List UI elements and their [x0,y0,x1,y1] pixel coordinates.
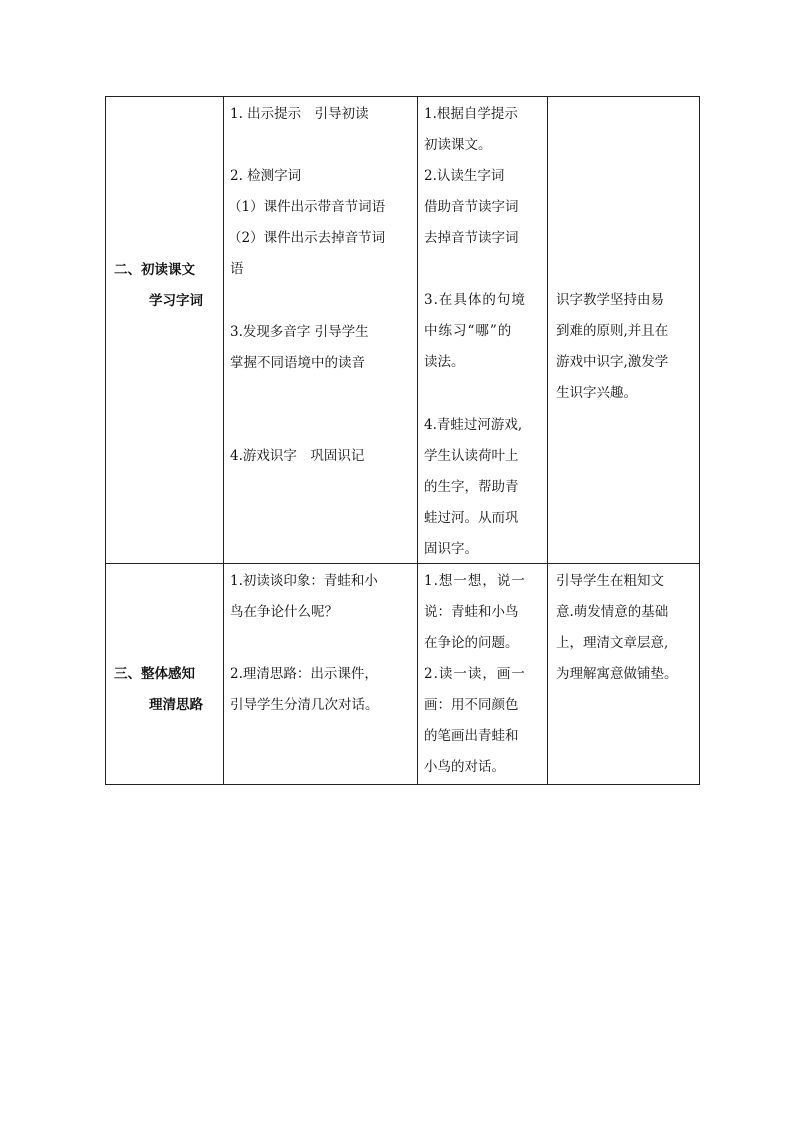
teacher-line: 2. 检测字词 [230,168,302,184]
student-line: 说：青蛙和小鸟 [424,604,519,620]
teacher-line: 1.初读谈印象：青蛙和小 [230,573,378,589]
lesson-plan-table [105,96,700,785]
teacher-line: （1）课件出示带音节词语 [228,199,386,215]
student-line: 1.根据自学提示 [424,106,518,122]
intent-line: 为理解寓意做铺垫。 [556,666,678,682]
stage-title: 三、整体感知 [114,666,195,682]
teacher-line: 1. 出示提示 引导初读 [230,106,369,122]
teacher-line: 2.理清思路：出示课件， [230,666,378,682]
teacher-line: 3.发现多音字 引导学生 [230,324,369,340]
student-line: 固识字。 [424,541,478,557]
teacher-line: 语 [230,261,244,277]
student-line: 读法。 [424,354,465,370]
teacher-activity-cell [224,564,418,785]
teacher-line: 4.游戏识字 巩固识记 [230,448,365,464]
student-activity-cell [418,97,548,564]
student-line: 4.青蛙过河游戏, [424,417,523,433]
intent-line: 生识字兴趣。 [556,385,637,401]
student-line: 学生认读荷叶上 [424,448,519,464]
design-intent-cell [548,564,700,785]
stage-subtitle: 理清思路 [149,697,203,713]
student-line: 画：用不同颜色 [424,697,519,713]
student-line: 借助音节读字词 [424,199,519,215]
intent-line: 识字教学坚持由易 [556,292,664,308]
design-intent-cell [548,97,700,564]
student-line: 3.在具体的句境 [424,292,526,308]
student-line: 去掉音节读字词 [424,230,519,246]
student-line: 2.读一读，画一 [424,666,526,682]
intent-line: 到难的原则,并且在 [556,323,669,339]
student-line: 蛙过河。从而巩 [424,510,519,526]
student-line: 2.认读生字词 [424,168,505,184]
intent-line: 上，理清文章层意, [556,635,669,651]
student-line: 的生字，帮助青 [424,479,519,495]
student-activity-cell [418,564,548,785]
teacher-activity-cell [224,97,418,564]
student-line: 1.想一想，说一 [424,573,526,589]
teacher-line: 掌握不同语境中的读音 [230,355,365,371]
intent-line: 意.萌发情意的基础 [556,604,669,620]
stage-title: 二、初读课文 [114,262,195,278]
stage-cell [106,97,224,564]
student-line: 初读课文。 [424,137,492,153]
teacher-line: 鸟在争论什么呢？ [230,604,338,620]
teacher-line: 引导学生分清几次对话。 [230,697,379,713]
student-line: 的笔画出青蛙和 [424,728,519,744]
student-line: 小鸟的对话。 [424,759,505,775]
teacher-line: （2）课件出示去掉音节词 [228,230,386,246]
student-line: 在争论的问题。 [424,635,519,651]
stage-subtitle: 学习字词 [149,293,203,309]
stage-cell [106,564,224,785]
intent-line: 引导学生在粗知文 [556,573,664,589]
intent-line: 游戏中识字,激发学 [556,354,669,370]
table-row [106,564,700,785]
student-line: 中练习“哪”的 [424,323,513,339]
table-row [106,97,700,564]
